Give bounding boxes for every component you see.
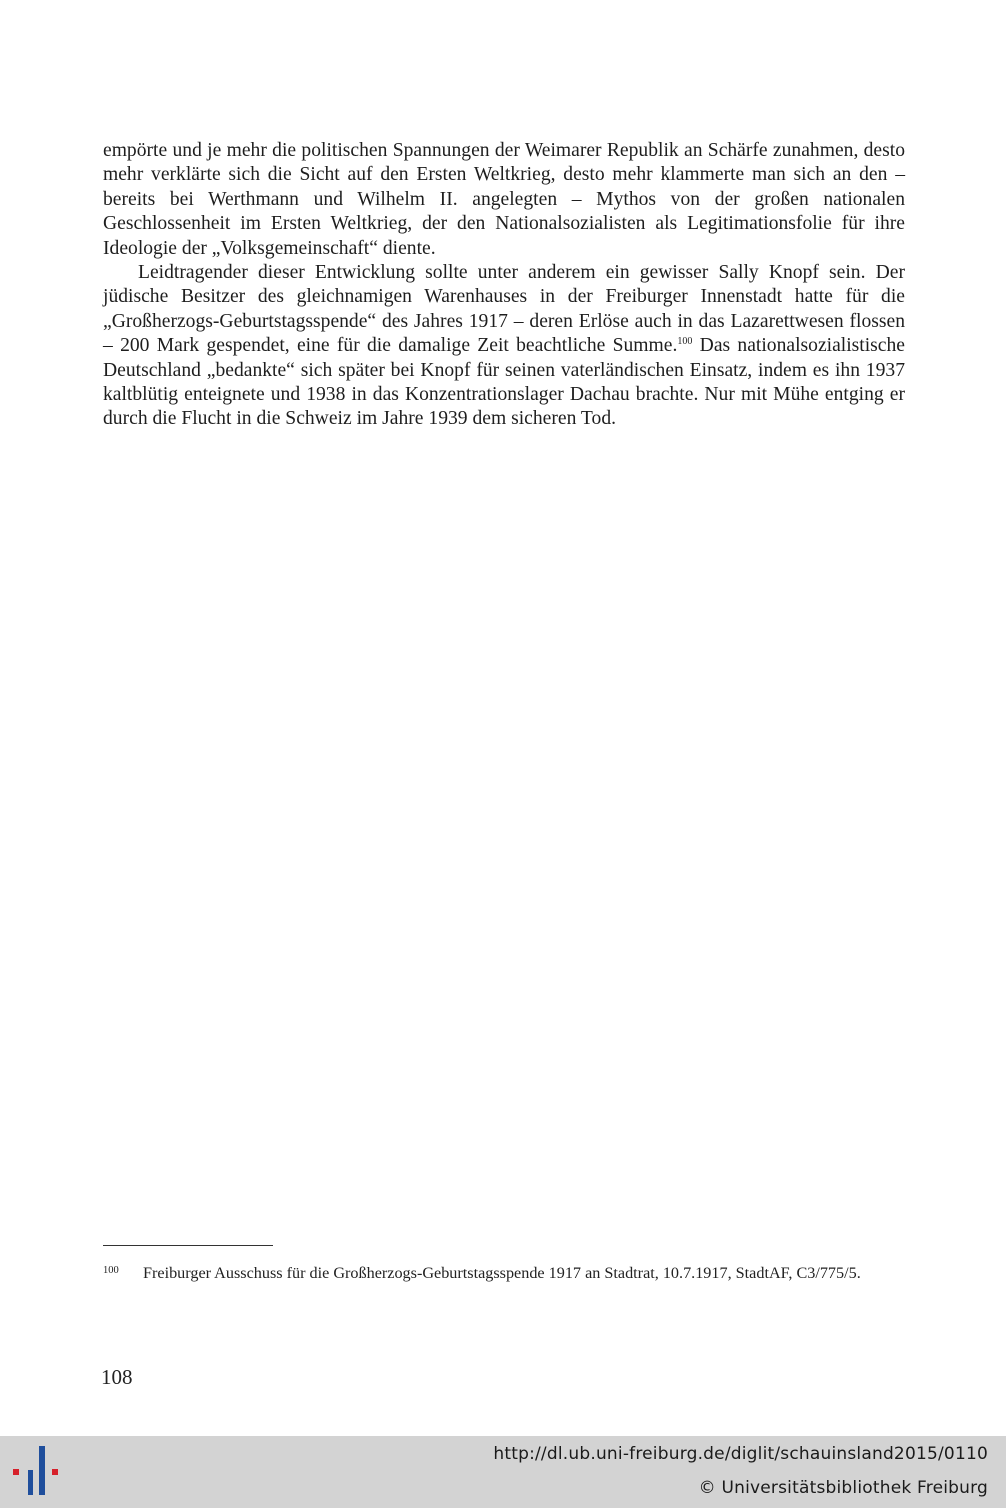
footnote-text: Freiburger Ausschuss für die Großherzogs-Geburtstagsspende 1917 an Stadtrat, 10.7.1917, StadtAF, C3/775/5. bbox=[143, 1264, 861, 1282]
paragraph-2 bbox=[103, 261, 905, 432]
footnote bbox=[103, 1262, 905, 1284]
paragraph-2-continuation: Das nationalsozialistische Deutschland „bedankte“ sich später bei Knopf für seinen vaterländischen Einsatz, indem es ihn 1937 kaltblütig enteignete und 1938 in das Konzentrationslager Dachau brachte. Nur mit Mühe entging er durch die Flucht in die Schweiz im Jahre 1939 dem sicheren Tod. bbox=[103, 335, 906, 430]
footnote-separator bbox=[103, 1245, 273, 1246]
footer-bar bbox=[0, 1436, 1006, 1508]
footnote-number: 100 bbox=[103, 1265, 119, 1276]
permalink-url[interactable]: http://dl.ub.uni-freiburg.de/diglit/schauinsland2015/0110 bbox=[493, 1444, 988, 1464]
ub-freiburg-logo-icon[interactable] bbox=[12, 1446, 66, 1500]
paragraph-2-text: Leidtragender dieser Entwicklung sollte unter anderem ein gewisser Sally Knopf sein. Der jüdische Besitzer des gleichnamigen Warenhauses in der Freiburger Innenstadt hatte für die „Großherzogs-Geburtstagsspende“ des Jahres 1917 – deren Erlöse auch in das Lazarettwesen flossen – 200 Mark gespendet, eine für die damalige Zeit beachtliche Summe. bbox=[103, 262, 905, 357]
copyright-notice: © Universitätsbibliothek Freiburg bbox=[698, 1478, 988, 1498]
main-text bbox=[103, 139, 905, 432]
page-number: 108 bbox=[101, 1365, 133, 1389]
footnote-reference[interactable]: 100 bbox=[677, 336, 693, 348]
paragraph-1: empörte und je mehr die politischen Spannungen der Weimarer Republik an Schärfe zunahmen, desto mehr verklärte sich die Sicht auf den Ersten Weltkrieg, desto mehr klammerte man sich an den – bereits bei Werthmann und Wilhelm II. angelegten – Mythos von der großen nationalen Geschlossenheit im Ersten Weltkrieg, der den Nationalsozialisten als Legitimationsfolie für ihre Ideologie der „Volksgemeinschaft“ diente. bbox=[103, 140, 905, 259]
